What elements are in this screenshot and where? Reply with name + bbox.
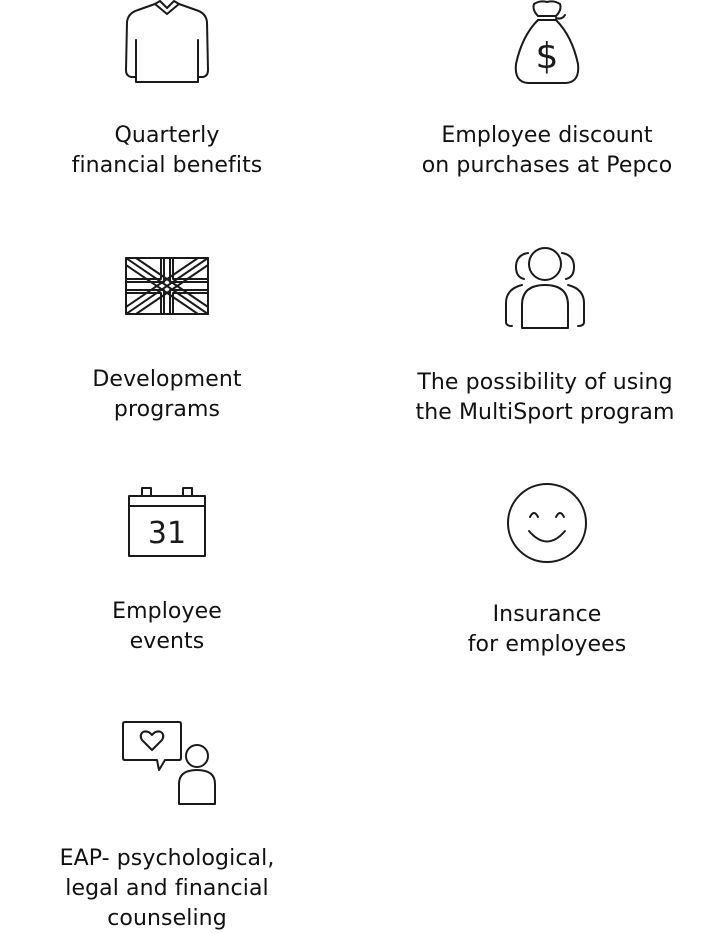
- shirt-icon: [122, 0, 212, 86]
- benefit-employee-events: [0, 484, 337, 657]
- calendar-icon: [122, 484, 212, 564]
- calendar-day: 31: [147, 516, 187, 551]
- benefit-label-line: Quarterly: [114, 123, 220, 148]
- benefit-label-line: Employee: [112, 599, 222, 624]
- smiley-icon: [502, 480, 592, 566]
- benefit-employee-discount: [377, 0, 717, 181]
- benefit-insurance: [377, 480, 717, 660]
- money-bag-icon: [502, 0, 592, 86]
- benefit-quarterly-financial: [0, 0, 337, 181]
- benefit-label-line: financial benefits: [71, 153, 263, 178]
- benefit-label-line: the MultiSport program: [415, 400, 675, 425]
- benefit-label-line: EAP- psychological,: [59, 846, 275, 871]
- benefit-label-line: The possibility of using: [417, 370, 673, 395]
- people-group-icon: [500, 245, 590, 331]
- benefit-multisport: [375, 245, 715, 428]
- benefit-label-line: for employees: [467, 632, 627, 657]
- benefit-label-line: programs: [113, 397, 221, 422]
- uk-flag-icon: [122, 250, 212, 330]
- counseling-icon: [117, 718, 217, 810]
- benefit-label-line: on purchases at Pepco: [421, 153, 673, 178]
- benefit-eap-counseling: [0, 718, 337, 934]
- benefit-label-line: legal and financial: [65, 876, 269, 901]
- benefit-label-line: Development: [92, 367, 242, 392]
- benefit-label-line: Insurance: [492, 602, 602, 627]
- benefit-label-line: counseling: [107, 906, 227, 931]
- benefit-label-line: Employee discount: [441, 123, 653, 148]
- benefit-development-programs: [0, 250, 337, 425]
- benefit-label-line: events: [129, 629, 205, 654]
- dollar-sign: $: [535, 36, 559, 77]
